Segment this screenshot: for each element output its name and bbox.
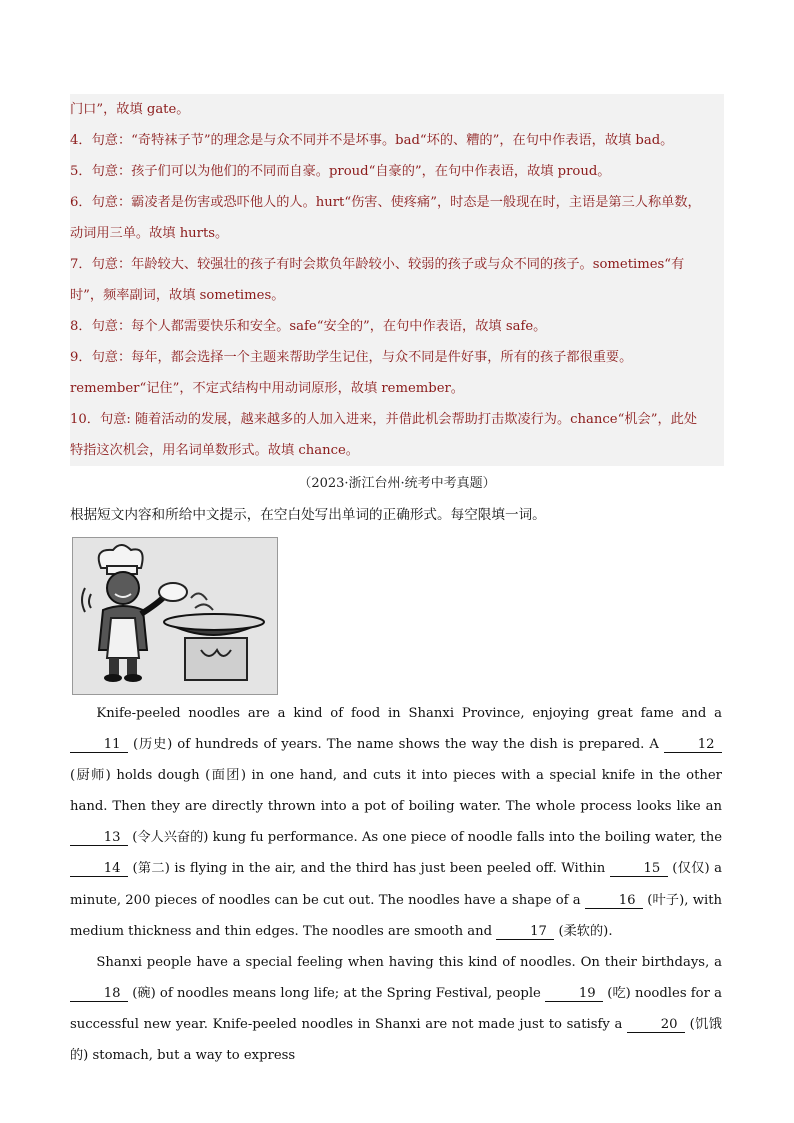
answer-line: 8．句意：每个人都需要快乐和安全。safe“安全的”，在句中作表语，故填 safe。	[70, 319, 547, 334]
answer-blank-14[interactable]: 14	[70, 861, 128, 877]
reading-passage	[70, 698, 722, 1071]
passage-text: (第二) is flying in the air, and the third has just been peeled off. Within	[128, 861, 610, 877]
answer-line: 时”，频率副词，故填 sometimes。	[70, 288, 285, 303]
answer-line: 5．句意：孩子们可以为他们的不同而自豪。proud“自豪的”，在句中作表语，故填 proud。	[70, 164, 611, 179]
instruction-text: 根据短文内容和所给中文提示，在空白处写出单词的正确形式。每空限填一词。	[70, 507, 546, 523]
chef-cooking-illustration	[72, 537, 278, 695]
answer-blank-19[interactable]: 19	[545, 986, 603, 1002]
answer-line: 4．句意：“奇特袜子节”的理念是与众不同并不是坏事。bad“坏的、糟的”，在句中作表语，故填 bad。	[70, 133, 674, 148]
passage-text: (碗) of noodles means long life; at the Spring Festival, people	[128, 985, 546, 1001]
passage-text: (令人兴奋的) kung fu performance. As one piece of noodle falls into the boiling water, the	[128, 830, 723, 846]
passage-text: Knife-peeled noodles are a kind of food in Shanxi Province, enjoying great fame and a	[96, 706, 722, 721]
answer-line: 6．句意：霸凌者是伤害或恐吓他人的人。hurt“伤害、使疼痛”，时态是一般现在时，主语是第三人称单数，	[70, 195, 701, 210]
answer-blank-17[interactable]: 17	[496, 924, 554, 940]
answer-explanations	[70, 94, 724, 466]
answer-blank-12[interactable]: 12	[664, 737, 722, 753]
passage-text: (柔软的).	[554, 923, 613, 939]
answer-line: 7．句意：年龄较大、较强壮的孩子有时会欺负年龄较小、较弱的孩子或与众不同的孩子。sometimes“有	[70, 257, 685, 272]
answer-line: 动词用三单。故填 hurts。	[70, 226, 229, 241]
passage-text: Shanxi people have a special feeling when having this kind of noodles. On their birthdays, a	[96, 954, 722, 970]
answer-blank-18[interactable]: 18	[70, 986, 128, 1002]
answer-blank-20[interactable]: 20	[627, 1017, 685, 1033]
answer-line: remember“记住”，不定式结构中用动词原形，故填 remember。	[70, 381, 464, 396]
passage-paragraph-2	[70, 947, 722, 1071]
answer-line: 门口”，故填 gate。	[70, 102, 190, 117]
answer-blank-13[interactable]: 13	[70, 830, 128, 846]
passage-text: (饥饿的) stomach, but a way to express	[70, 1016, 722, 1064]
answer-line: 9．句意：每年，都会选择一个主题来帮助学生记住，与众不同是件好事，所有的孩子都很重要。	[70, 350, 633, 365]
passage-text: (历史) of hundreds of years. The name shows the way the dish is prepared. A	[128, 737, 664, 753]
answer-blank-15[interactable]: 15	[610, 861, 668, 877]
answer-line: 10．句意: 随着活动的发展，越来越多的人加入进来，并借此机会帮助打击欺凌行为。chance“机会”，此处	[70, 412, 698, 427]
source-note: （2023·浙江台州·统考中考真题）	[298, 476, 496, 491]
answer-blank-11[interactable]: 11	[70, 737, 128, 753]
passage-text: (叶子), with medium thickness and thin edges. The noodles are smooth and	[70, 892, 722, 939]
passage-text: (仅仅) a minute, 200 pieces of noodles can be cut out. The noodles have a shape of a	[70, 861, 722, 908]
passage-text: (吃) noodles for a successful new year. Knife-peeled noodles in Shanxi are not made just to satisfy a	[70, 985, 722, 1032]
chef-illustration-svg	[73, 538, 277, 694]
answer-line: 特指这次机会，用名词单数形式。故填 chance。	[70, 443, 359, 458]
passage-text: (厨师) holds dough (面团) in one hand, and cuts it into pieces with a special knife in the other hand. Then they are directly thrown into a pot of boiling water. The whole process looks like an	[70, 768, 722, 815]
answer-blank-16[interactable]: 16	[585, 893, 643, 909]
passage-paragraph-1	[70, 698, 722, 947]
